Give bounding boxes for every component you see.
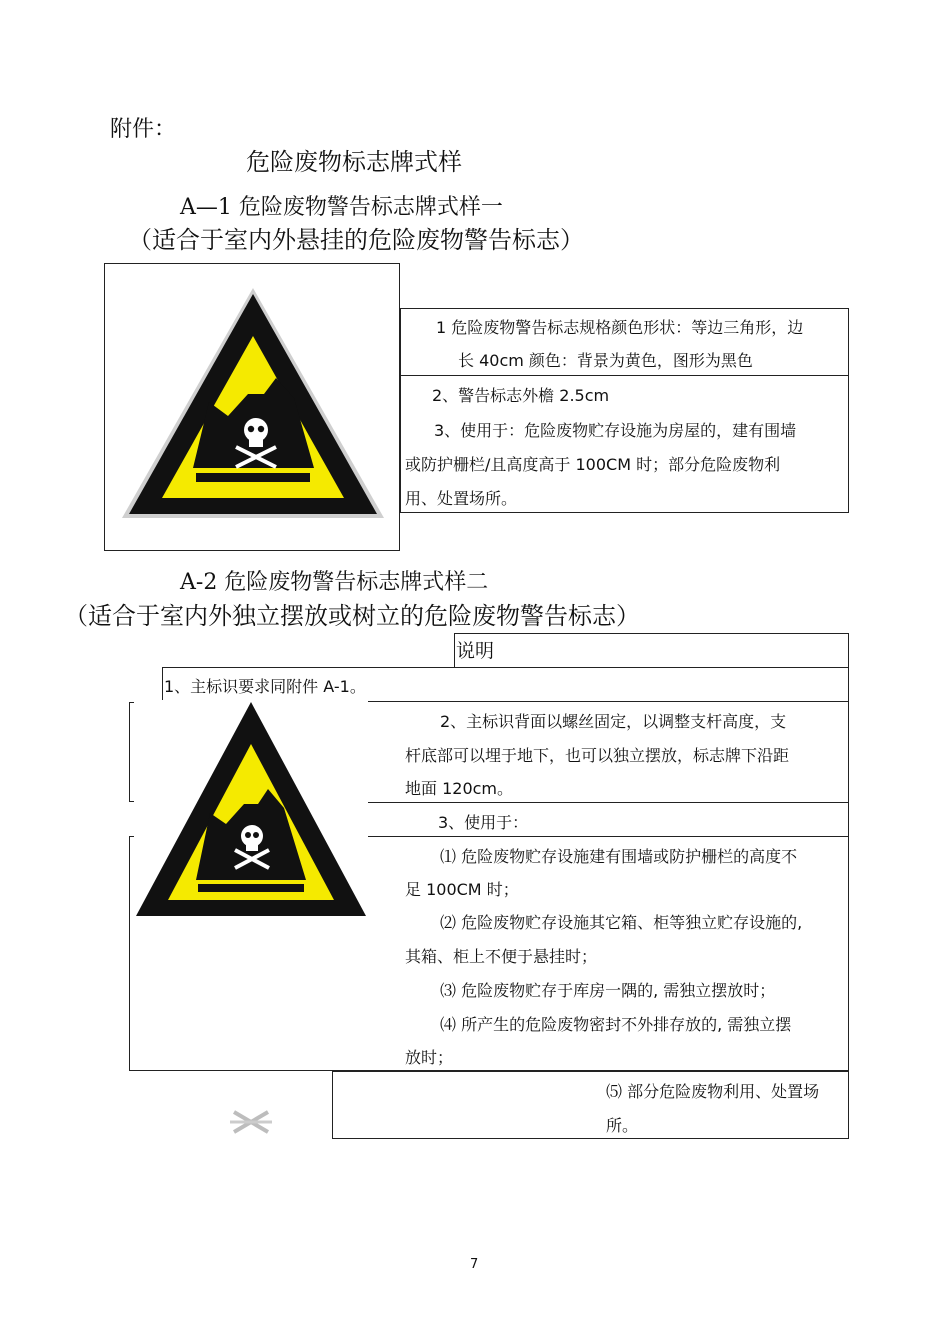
section2-use2-line2: 其箱、柜上不便于悬挂时； (405, 947, 598, 966)
section2-item2-line2: 杆底部可以埋于地下，也可以独立摆放，标志牌下沿距 (405, 746, 790, 765)
page-number: 7 (470, 1257, 479, 1272)
section2-heading-cell (454, 633, 849, 668)
section2-title: A-2 危险废物警告标志牌式样二 (180, 570, 489, 595)
faded-cross-mark-icon (228, 1108, 274, 1136)
section1-title: A—1 危险废物警告标志牌式样一 (180, 195, 503, 220)
section1-spec-line1: 1 危险废物警告标志规格颜色形状：等边三角形，边 (436, 318, 804, 337)
section1-subtitle: （适合于室内外悬挂的危险废物警告标志） (128, 226, 584, 254)
section1-use-line3: 或防护栅栏/且高度高于 100CM 时；部分危险废物利 (405, 455, 781, 474)
section2-use1-line2: 足 100CM 时； (405, 880, 519, 899)
section2-use1-line1: ⑴ 危险废物贮存设施建有围墙或防护栅栏的高度不 (440, 847, 798, 866)
section2-use5-line1: ⑸ 部分危险废物利用、处置场 (606, 1082, 820, 1101)
section1-spec-line2: 长 40cm 颜色：背景为黄色，图形为黑色 (458, 351, 753, 370)
section2-item2-line3: 地面 120cm。 (405, 779, 514, 798)
section1-use-line2: 3、使用于：危险废物贮存设施为房屋的，建有围墙 (434, 421, 797, 440)
section1-use-line1: 2、警告标志外檐 2.5cm (432, 386, 610, 405)
section1-use-line4: 用、处置场所。 (405, 489, 518, 508)
section2-item1: 1、主标识要求同附件 A-1。 (164, 677, 366, 696)
attachment-label: 附件： (110, 117, 177, 142)
section2-use4-line1: ⑷ 所产生的危险废物密封不外排存放的, 需独立摆 (440, 1015, 792, 1034)
section2-use4-line2: 放时； (405, 1048, 454, 1067)
section2-use2-line1: ⑵ 危险废物贮存设施其它箱、柜等独立贮存设施的, (440, 913, 803, 932)
section2-use3: ⑶ 危险废物贮存于库房一隅的, 需独立摆放时； (440, 981, 776, 1000)
section2-item3: 3、使用于： (438, 813, 529, 832)
section2-item2-line1: 2、主标识背面以螺丝固定，以调整支杆高度，支 (440, 712, 787, 731)
main-title: 危险废物标志牌式样 (246, 148, 462, 176)
section2-heading: 说明 (456, 640, 495, 662)
hazard-triangle-icon (118, 282, 388, 522)
section2-subtitle: （适合于室内外独立摆放或树立的危险废物警告标志） (64, 602, 640, 630)
hazard-triangle-icon (134, 700, 368, 918)
section2-use5-line2: 所。 (606, 1116, 639, 1135)
